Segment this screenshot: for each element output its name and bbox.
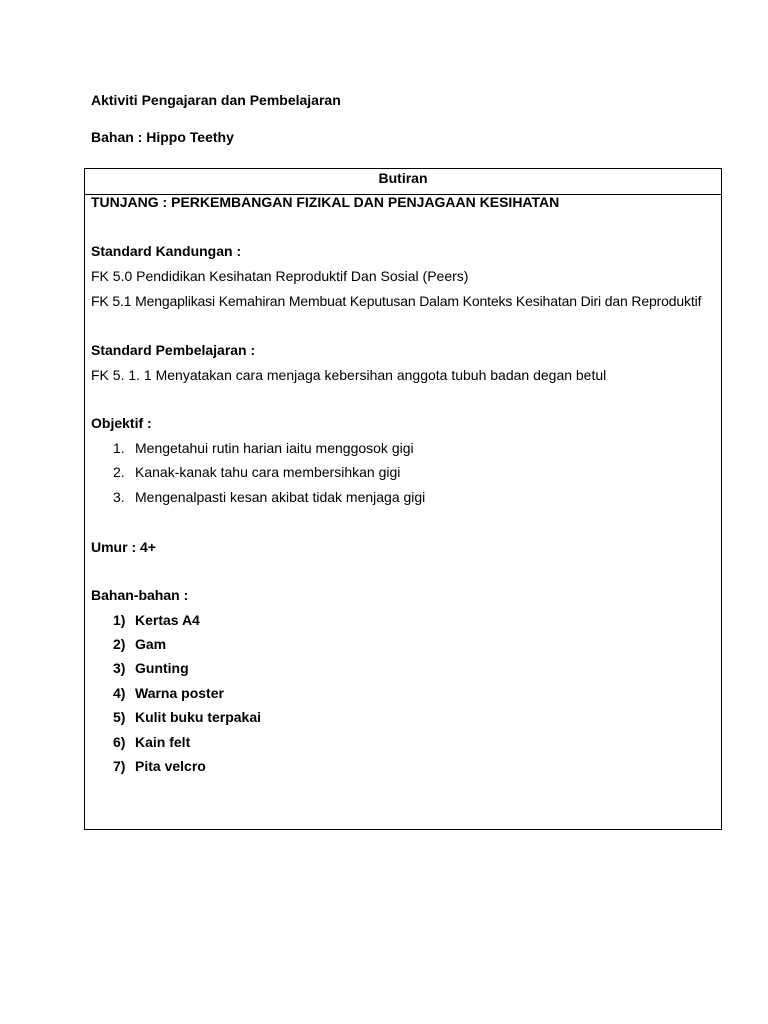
list-number: 5) bbox=[113, 709, 126, 725]
list-text: Kain felt bbox=[135, 734, 191, 750]
objektif-list-item bbox=[113, 440, 414, 456]
list-text: Kertas A4 bbox=[135, 612, 200, 628]
bahan-list-item bbox=[113, 709, 261, 725]
list-text: Warna poster bbox=[135, 685, 224, 701]
standard-kandungan-item: FK 5.1 Mengaplikasi Kemahiran Membuat Keputusan Dalam Konteks Kesihatan Diri dan Reproduktif bbox=[91, 293, 702, 309]
list-text: Gam bbox=[135, 636, 167, 652]
list-text: Kanak-kanak tahu cara membersihkan gigi bbox=[135, 464, 401, 480]
list-number: 7) bbox=[113, 758, 126, 774]
details-table bbox=[84, 168, 722, 830]
list-number: 3) bbox=[113, 660, 126, 676]
bahan-list-item bbox=[113, 758, 206, 774]
list-number: 1. bbox=[113, 440, 125, 456]
bahan-list-item bbox=[113, 660, 189, 676]
list-number: 4) bbox=[113, 685, 126, 701]
standard-kandungan-item: FK 5.0 Pendidikan Kesihatan Reproduktif Dan Sosial (Peers) bbox=[91, 268, 469, 284]
list-number: 2) bbox=[113, 636, 126, 652]
bahan-list-item bbox=[113, 636, 166, 652]
table-header-butiran: Butiran bbox=[85, 169, 721, 195]
list-number: 2. bbox=[113, 464, 125, 480]
tunjang-line: TUNJANG : PERKEMBANGAN FIZIKAL DAN PENJAGAAN KESIHATAN bbox=[91, 194, 560, 210]
list-number: 3. bbox=[113, 489, 125, 505]
standard-pembelajaran-label: Standard Pembelajaran : bbox=[91, 342, 256, 358]
material-heading: Bahan : Hippo Teethy bbox=[91, 129, 234, 145]
objektif-list-item bbox=[113, 489, 425, 505]
bahan-list-item bbox=[113, 734, 190, 750]
bahan-list-item bbox=[113, 685, 224, 701]
objektif-label: Objektif : bbox=[91, 415, 152, 431]
list-number: 6) bbox=[113, 734, 126, 750]
umur-line: Umur : 4+ bbox=[91, 539, 156, 555]
list-text: Pita velcro bbox=[135, 758, 206, 774]
objektif-list-item bbox=[113, 464, 400, 480]
standard-pembelajaran-item: FK 5. 1. 1 Menyatakan cara menjaga kebersihan anggota tubuh badan degan betul bbox=[91, 367, 607, 383]
list-text: Kulit buku terpakai bbox=[135, 709, 262, 725]
standard-kandungan-label: Standard Kandungan : bbox=[91, 243, 242, 259]
bahan-bahan-label: Bahan-bahan : bbox=[91, 587, 189, 603]
document-title: Aktiviti Pengajaran dan Pembelajaran bbox=[91, 92, 341, 108]
bahan-list-item bbox=[113, 612, 200, 628]
list-text: Gunting bbox=[135, 660, 189, 676]
list-text: Mengenalpasti kesan akibat tidak menjaga gigi bbox=[135, 489, 426, 505]
list-number: 1) bbox=[113, 612, 126, 628]
list-text: Mengetahui rutin harian iaitu menggosok gigi bbox=[135, 440, 414, 456]
